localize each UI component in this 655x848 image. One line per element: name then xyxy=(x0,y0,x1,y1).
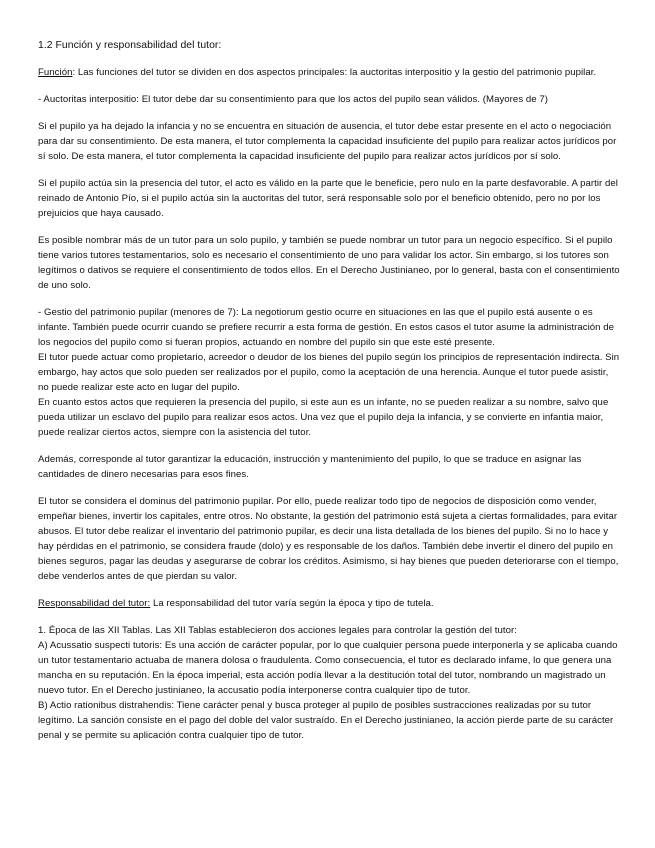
paragraph-sin-presencia: Si el pupilo actúa sin la presencia del tutor, el acto es válido en la parte que le beneficie, pero nulo en la parte desfavorable. A partir del reinado de Antonio Pío, si el pupilo actúa sin la auctoritas del tutor, será responsable solo por el beneficio obtenido, pero no por los prejuicios que haya causado. xyxy=(38,178,618,219)
gestio-paragraph-1: - Gestio del patrimonio pupilar (menores de 7): La negotiorum gestio ocurre en situaciones en las que el pupilo está ausente o es infante. También puede ocurrir cuando se prefiere recurrir a esta forma de gestión. En estos casos el tutor asume la administración de los negocios del pupilo como si fueran propios, actuando en nombre del pupilo sin que este esté presente. xyxy=(38,307,615,348)
accion-a-paragraph: A) Acussatio suspecti tutoris: Es una acción de carácter popular, por lo que cualquier persona puede interponerla y se aplicaba cuando un tutor testamentario actuaba de manera dolosa o fraudulenta. Como consecuencia, el tutor es declarado infame, lo que genera una mancha en su reputación. En la época imperial, esta acción podía llevar a la destitución total del tutor, nombrando un magistrado un nuevo tutor. En el Derecho justinianeo, la accusatio podía interponerse contra cualquier tipo de tutor. xyxy=(38,640,618,696)
responsabilidad-paragraph xyxy=(38,596,620,611)
paragraph-varios-tutores: Es posible nombrar más de un tutor para un solo pupilo, y también se puede nombrar un tutor para un negocio específico. Si el pupilo tiene varios tutores testamentarios, solo es necesario el consentimiento de uno para validar los actor. Sin embargo, si los tutores son legítimos o dativos se requiere el consentimiento de todos ellos. En el Derecho Justinianeo, por lo general, basta con el consentimiento de uno solo. xyxy=(38,235,620,291)
responsabilidad-text: La responsabilidad del tutor varía según la época y tipo de tutela. xyxy=(150,598,434,609)
epoca-heading: 1. Época de las XII Tablas. Las XII Tablas establecieron dos acciones legales para controlar la gestión del tutor: xyxy=(38,625,517,636)
funcion-paragraph xyxy=(38,65,620,80)
paragraph-dominus: El tutor se considera el dominus del patrimonio pupilar. Por ello, puede realizar todo tipo de negocios de disposición como vender, empeñar bienes, invertir los capitales, entre otros. No obstante, la gestión del patrimonio está sujeta a ciertas formalidades, para evitar abusos. El tutor debe realizar el inventario del patrimonio pupilar, es decir una lista detallada de los bienes del pupilo. Si no lo hace y hay pérdidas en el patrimonio, se considera fraude (dolo) y es responsable de los daños. También debe invertir el dinero del pupilo en bienes seguros, pagar las deudas y asegurarse de cobrar los créditos. Asimismo, si hay bienes que pueden deteriorarse con el tiempo, debe venderlos antes de que pierdan su valor. xyxy=(38,496,619,582)
section-title: 1.2 Función y responsabilidad del tutor: xyxy=(38,40,222,51)
gestio-paragraph-3: En cuanto estos actos que requieren la presencia del pupilo, si este aun es un infante, no se pueden realizar a su nombre, salvo que pueda utilizar un esclavo del pupilo para realizar esos actos. Una vez que el pupilo deja la infancia, y se convierte en infantia maior, puede realizar ciertos actos, siempre con la asistencia del tutor. xyxy=(38,397,609,438)
funcion-text: : Las funciones del tutor se dividen en dos aspectos principales: la auctoritas interpositio y la gestio del patrimonio pupilar. xyxy=(72,67,597,78)
responsabilidad-label: Responsabilidad del tutor: xyxy=(38,598,151,609)
gestio-paragraph-2: El tutor puede actuar como propietario, acreedor o deudor de los bienes del pupilo según los principios de representación indirecta. Sin embargo, hay actos que solo pueden ser realizados por el pupilo, como la aceptación de una herencia. Aunque el tutor puede asistir, no puede realizar este acto en lugar del pupilo. xyxy=(38,352,620,393)
paragraph-infancia: Si el pupilo ya ha dejado la infancia y no se encuentra en situación de ausencia, el tutor debe estar presente en el acto o negociación para dar su consentimiento. De esta manera, el tutor complementa la capacidad insuficiente del pupilo para realizar actos jurídicos por sí solo. De esta manera, el tutor complementa la capacidad insuficiente del pupilo para realizar actos jurídicos por sí solo. xyxy=(38,121,617,162)
auctoritas-heading: - Auctoritas interpositio: El tutor debe dar su consentimiento para que los actos del pupilo sean válidos. (Mayores de 7) xyxy=(38,94,548,105)
paragraph-educacion: Además, corresponde al tutor garantizar la educación, instrucción y mantenimiento del pupilo, lo que se traduce en asignar las cantidades de dinero necesarias para esos fines. xyxy=(38,454,582,480)
accion-b-paragraph: B) Actio rationibus distrahendis: Tiene carácter penal y busca proteger al pupilo de posibles sustracciones realizadas por su tutor legítimo. La sanción consiste en el pago del doble del valor sustraído. En el Derecho justinianeo, la acción pierde parte de su carácter penal y se permite su aplicación contra cualquier tipo de tutor. xyxy=(38,700,614,741)
document-page xyxy=(38,38,620,743)
funcion-label: Función xyxy=(38,67,73,78)
